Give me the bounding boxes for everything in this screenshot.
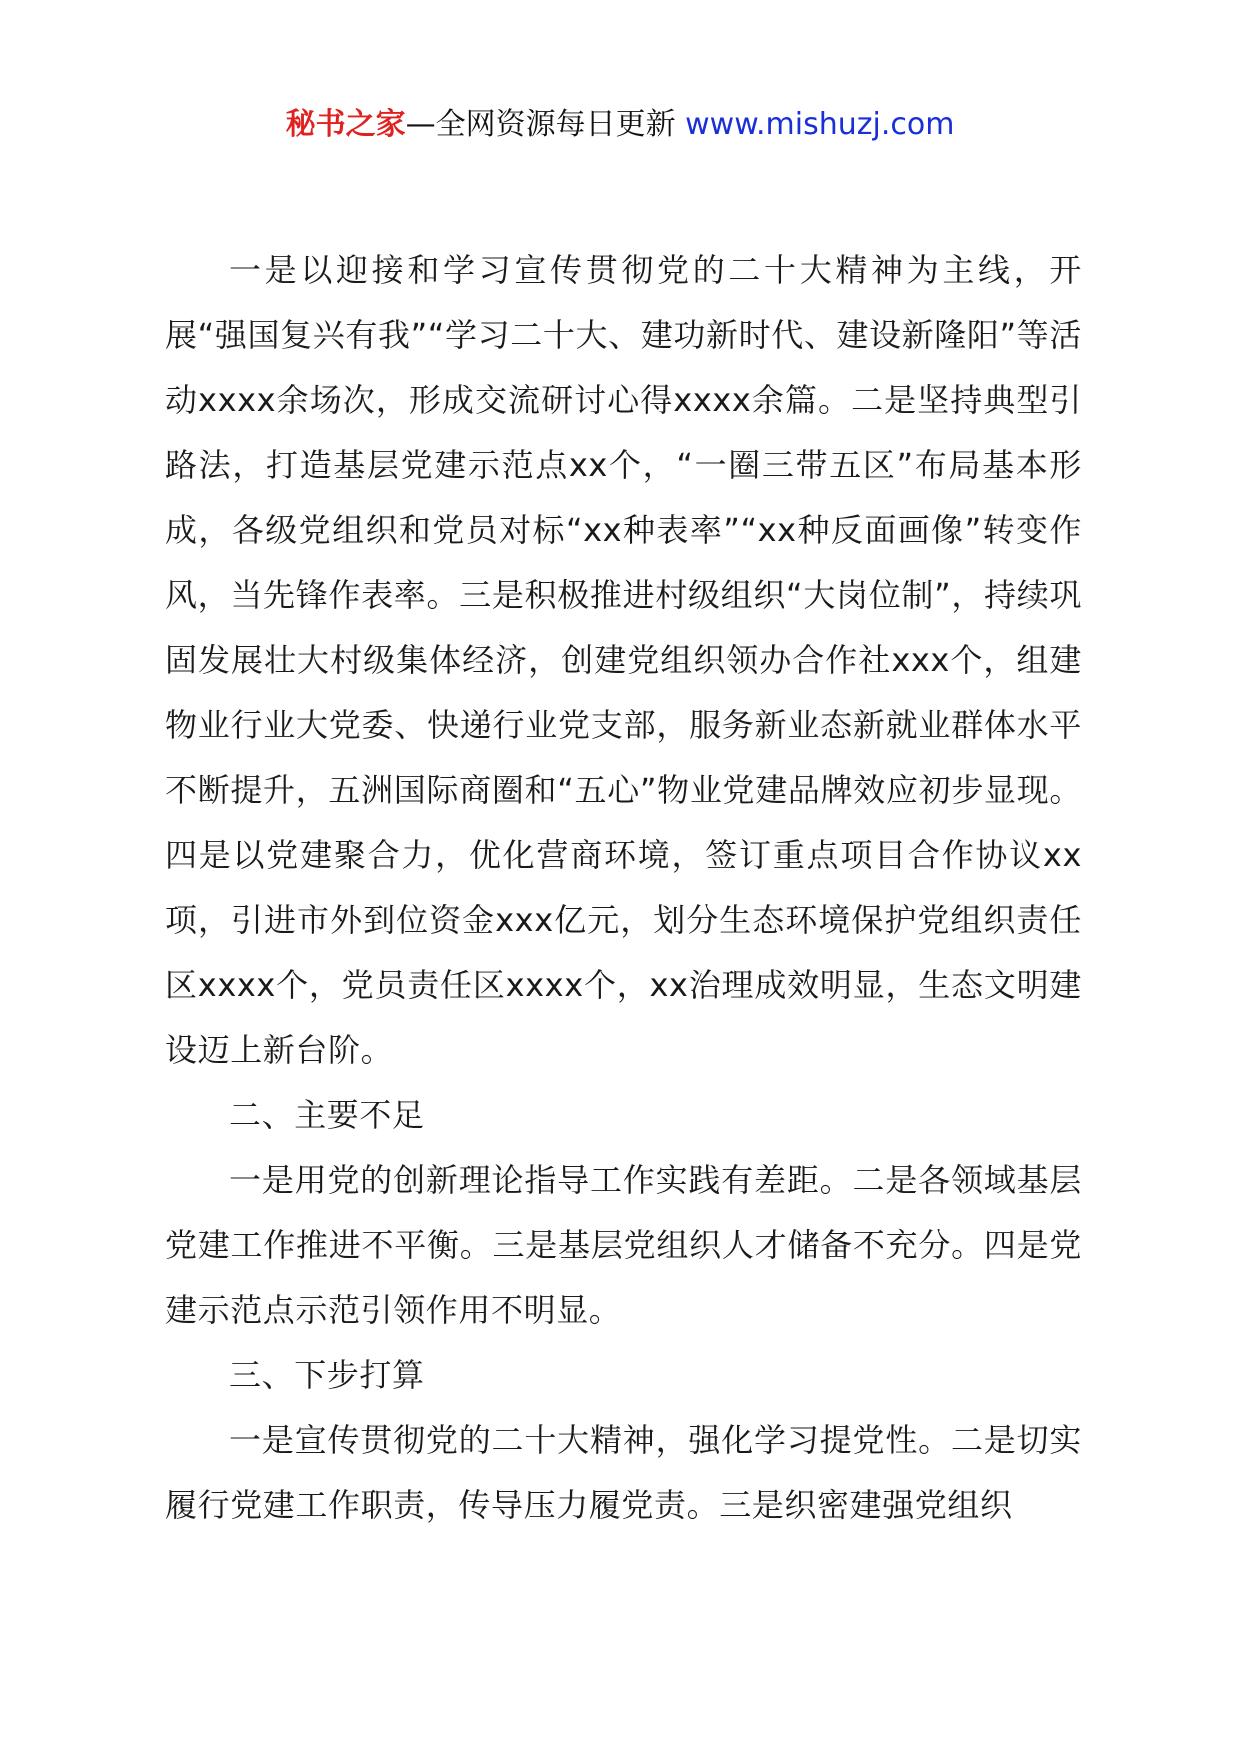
page-header bbox=[0, 100, 1240, 150]
header-slogan: —全网资源每日更新 bbox=[405, 107, 686, 142]
paragraph-achievements: 一是以迎接和学习宣传贯彻党的二十大精神为主线，开展“强国复兴有我”“学习二十大、建功新时代、建设新隆阳”等活动xxxx余场次，形成交流研讨心得xxxx余篇。二是坚持典型引路法，打造基层党建示范点xx个，“一圈三带五区”布局基本形成，各级党组织和党员对标“xx种表率”“xx种反面画像”转变作风，当先锋作表率。三是积极推进村级组织“大岗位制”，持续巩固发展壮大村级集体经济，创建党组织领办合作社xxx个，组建物业行业大党委、快递行业党支部，服务新业态新就业群体水平不断提升，五洲国际商圈和“五心”物业党建品牌效应初步显现。四是以党建聚合力，优化营商环境，签订重点项目合作协议xx项，引进市外到位资金xxx亿元，划分生态环境保护党组织责任区xxxx个，党员责任区xxxx个，xx治理成效明显，生态文明建设迈上新台阶。 bbox=[165, 251, 1082, 1069]
document-body bbox=[165, 238, 1082, 1538]
paragraph-next-steps: 一是宣传贯彻党的二十大精神，强化学习提党性。二是切实履行党建工作职责，传导压力履党责。三是织密建强党组织 bbox=[165, 1421, 1082, 1524]
section-heading-shortcomings: 二、主要不足 bbox=[229, 1096, 425, 1134]
header-url-link[interactable]: www.mishuzj.com bbox=[685, 107, 955, 142]
header-brand: 秘书之家 bbox=[285, 107, 406, 142]
section-heading-next-steps: 三、下步打算 bbox=[229, 1356, 425, 1394]
paragraph-shortcomings: 一是用党的创新理论指导工作实践有差距。二是各领域基层党建工作推进不平衡。三是基层党组织人才储备不充分。四是党建示范点示范引领作用不明显。 bbox=[165, 1161, 1082, 1329]
